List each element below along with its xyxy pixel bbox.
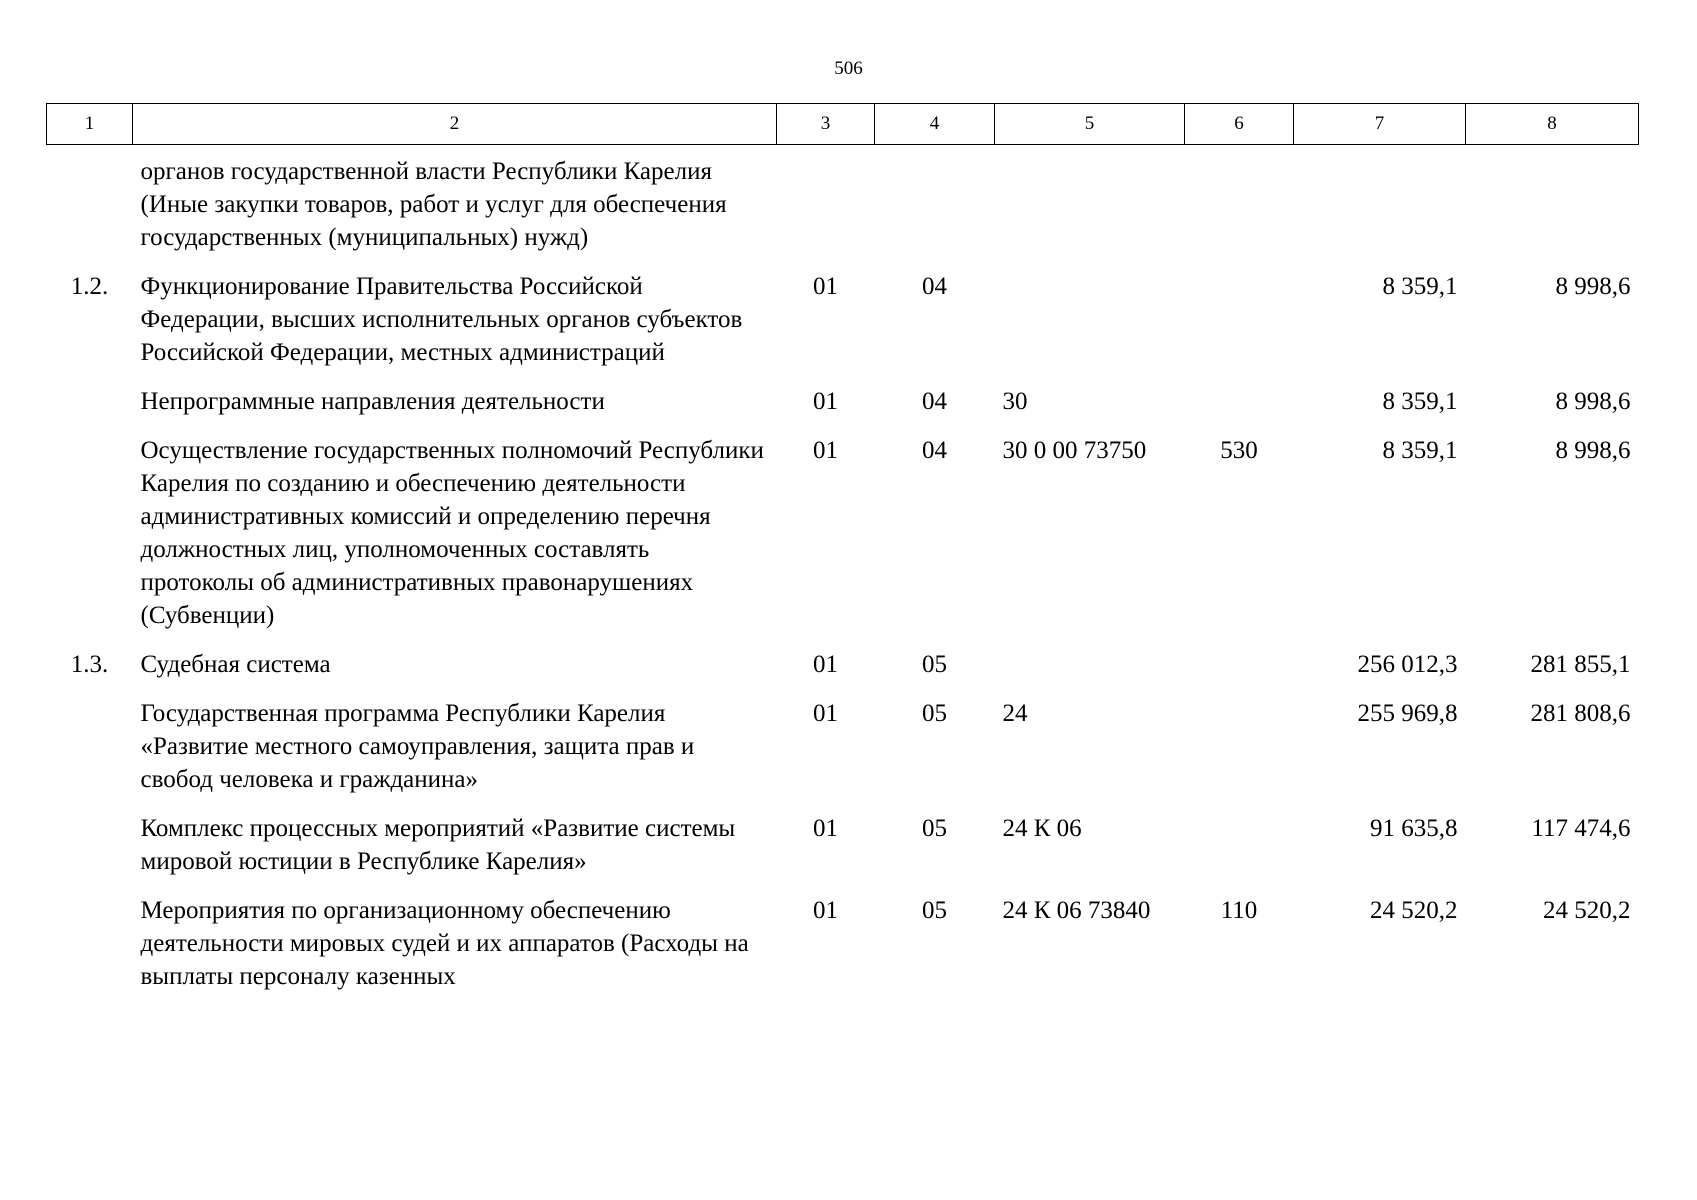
page-number: 506: [834, 58, 863, 79]
header-col-1: 1: [47, 104, 133, 145]
row-name: Судебная система: [140, 651, 331, 678]
row-target-code: 24: [1002, 700, 1028, 727]
row-target-code: [995, 145, 1185, 271]
row-number: 1.2.: [70, 273, 109, 300]
table-row: [47, 270, 1639, 385]
row-expense-type: 530: [1220, 437, 1258, 464]
row-amount-col7: 8 359,1: [1382, 273, 1458, 300]
row-target-code: [995, 648, 1185, 697]
header-col-5: 5: [995, 104, 1185, 145]
row-number: [47, 894, 133, 1009]
table-header: [47, 104, 1639, 145]
row-amount-col7: 91 635,8: [1370, 815, 1458, 842]
row-subsection: 04: [922, 273, 947, 300]
row-amount-col8: 281 808,6: [1530, 700, 1631, 727]
row-amount-col8: 8 998,6: [1555, 273, 1631, 300]
row-section: 01: [813, 388, 838, 415]
row-target-code: [995, 270, 1185, 385]
row-name: Непрограммные направления деятельности: [140, 388, 605, 415]
row-amount-col8: 281 855,1: [1530, 651, 1631, 678]
row-expense-type: 110: [1220, 897, 1258, 924]
row-amount-col7: 256 012,3: [1357, 651, 1458, 678]
row-amount-col7: [1294, 145, 1466, 271]
row-amount-col8: 8 998,6: [1555, 437, 1631, 464]
table-row: [47, 648, 1639, 697]
row-name: органов государственной власти Республики Карелия (Иные закупки товаров, работ и услуг для обеспечения государственных (муниципальных) нужд): [140, 158, 727, 251]
row-section: [777, 145, 875, 271]
table-row: [47, 697, 1639, 812]
table-row: [47, 145, 1639, 271]
table-row: [47, 434, 1639, 648]
row-amount-col8: [1466, 145, 1639, 271]
row-target-code: 24 К 06 73840: [1002, 897, 1151, 924]
row-expense-type: [1185, 145, 1294, 271]
row-name: Мероприятия по организационному обеспечению деятельности мировых судей и их аппаратов (Расходы на выплаты персоналу казенных: [140, 897, 749, 990]
row-section: 01: [813, 897, 838, 924]
header-col-6: 6: [1185, 104, 1294, 145]
row-section: 01: [813, 437, 838, 464]
row-expense-type: [1185, 648, 1294, 697]
row-expense-type: [1185, 697, 1294, 812]
table-row: [47, 385, 1639, 434]
row-subsection: 04: [922, 437, 947, 464]
row-subsection: 05: [922, 897, 947, 924]
row-section: 01: [813, 700, 838, 727]
header-col-4: 4: [875, 104, 995, 145]
row-name: Комплекс процессных мероприятий «Развитие системы мировой юстиции в Республике Карелия»: [140, 815, 736, 875]
row-expense-type: [1185, 385, 1294, 434]
row-name: Функционирование Правительства Российской Федерации, высших исполнительных органов субъектов Российской Федерации, местных администраций: [140, 273, 743, 366]
row-number: [47, 434, 133, 648]
row-target-code: 24 К 06: [1002, 815, 1082, 842]
row-amount-col7: 8 359,1: [1382, 437, 1458, 464]
row-expense-type: [1185, 812, 1294, 894]
row-amount-col7: 8 359,1: [1382, 388, 1458, 415]
row-target-code: 30: [1002, 388, 1028, 415]
header-col-8: 8: [1466, 104, 1639, 145]
row-number: [47, 697, 133, 812]
row-number: 1.3.: [70, 651, 109, 678]
row-subsection: 05: [922, 815, 947, 842]
row-section: 01: [813, 651, 838, 678]
row-number: [47, 812, 133, 894]
row-subsection: 05: [922, 651, 947, 678]
header-col-3: 3: [777, 104, 875, 145]
row-expense-type: [1185, 270, 1294, 385]
budget-table: [46, 103, 1639, 1009]
header-row: [47, 104, 1639, 145]
row-amount-col7: 24 520,2: [1370, 897, 1458, 924]
table-row: [47, 894, 1639, 1009]
row-name: Государственная программа Республики Карелия «Развитие местного самоуправления, защита прав и свобод человека и гражданина»: [140, 700, 695, 793]
row-section: 01: [813, 815, 838, 842]
table-body: [47, 145, 1639, 1010]
row-amount-col8: 117 474,6: [1531, 815, 1631, 842]
row-section: 01: [813, 273, 838, 300]
row-subsection: 04: [922, 388, 947, 415]
row-number: [47, 145, 133, 271]
row-amount-col7: 255 969,8: [1357, 700, 1458, 727]
header-col-7: 7: [1294, 104, 1466, 145]
row-target-code: 30 0 00 73750: [1002, 437, 1147, 464]
header-col-2: 2: [133, 104, 777, 145]
row-amount-col8: 8 998,6: [1555, 388, 1631, 415]
row-amount-col8: 24 520,2: [1543, 897, 1631, 924]
row-subsection: 05: [922, 700, 947, 727]
row-subsection: [875, 145, 995, 271]
table-row: [47, 812, 1639, 894]
row-number: [47, 385, 133, 434]
row-name: Осуществление государственных полномочий Республики Карелия по созданию и обеспечению деятельности административных комиссий и определению перечня должностных лиц, уполномоченных составлять протоколы об административных правонарушениях (Субвенции): [140, 437, 764, 629]
